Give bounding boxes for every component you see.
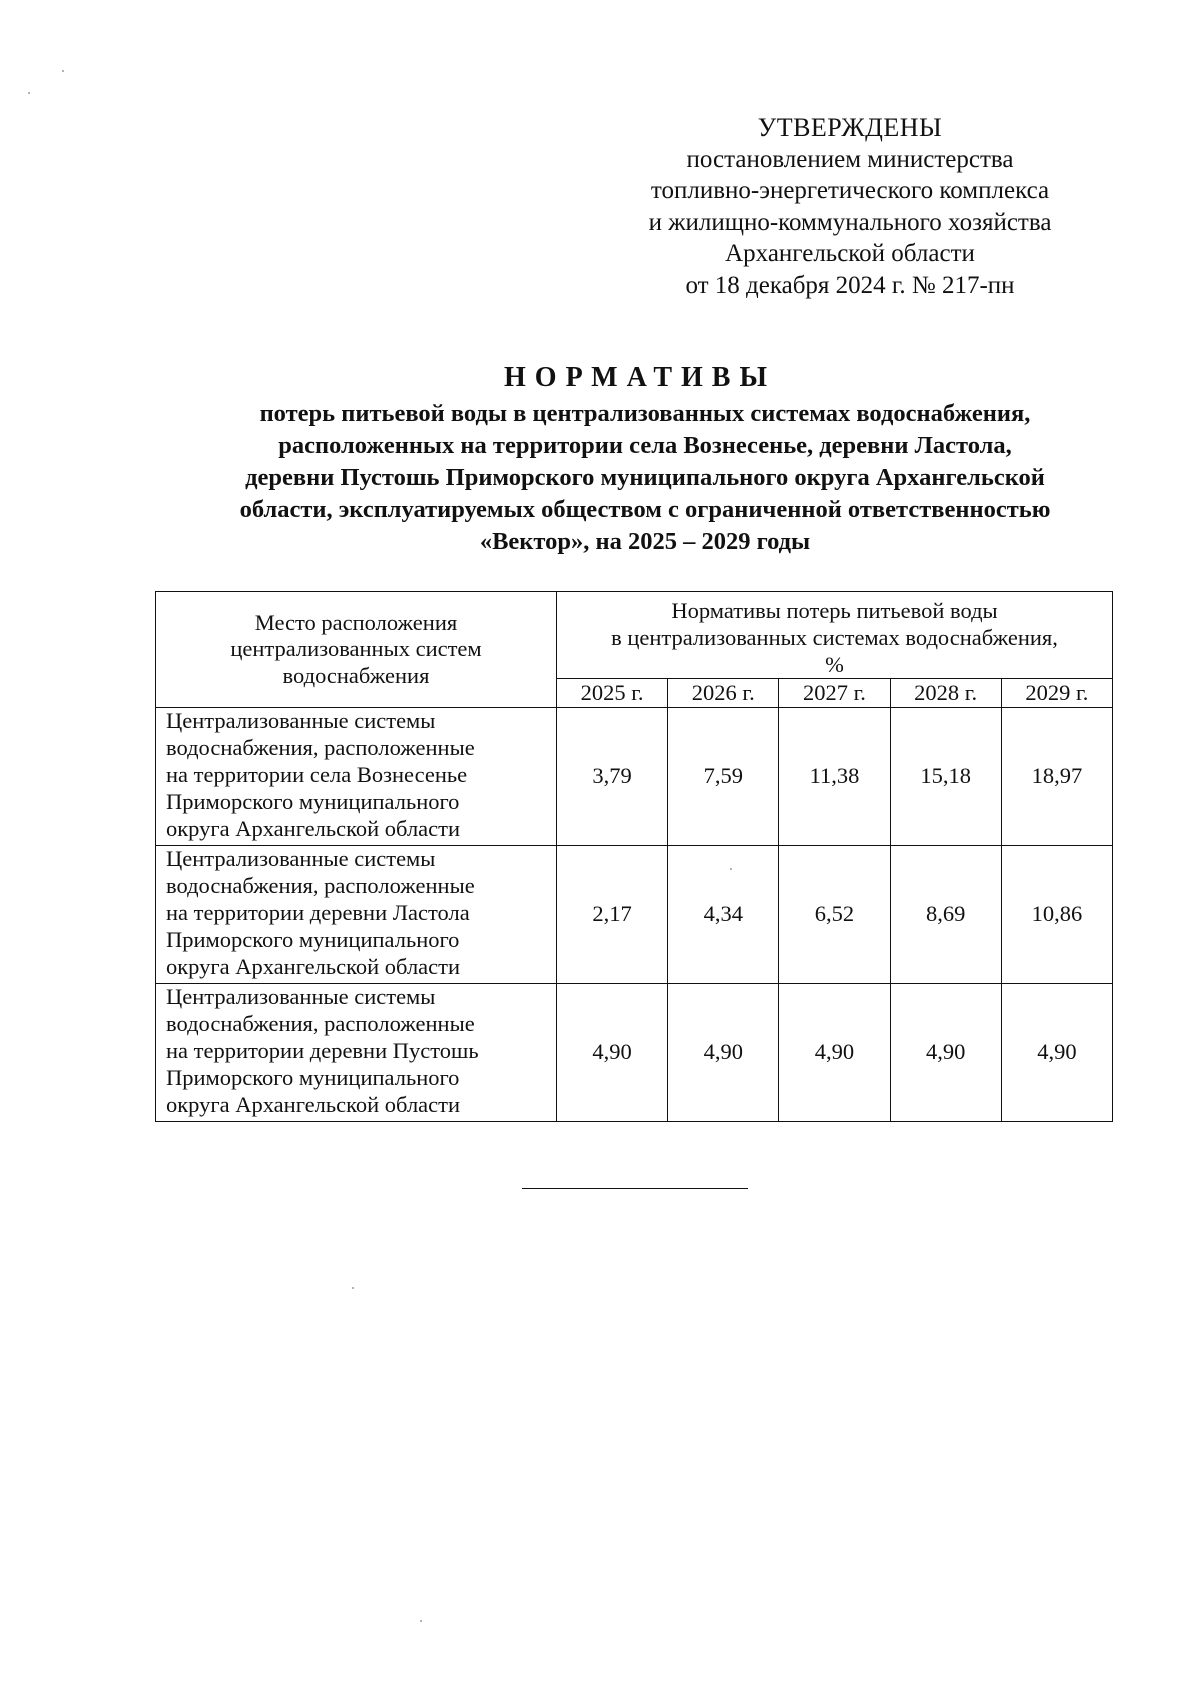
- approval-block: [600, 112, 1100, 301]
- value-cell: 11,38: [779, 708, 890, 846]
- header-line: в централизованных системах водоснабжения,: [611, 624, 1058, 650]
- table-row: [156, 984, 1113, 1122]
- place-line: водоснабжения, расположенные: [166, 735, 475, 761]
- value-cell: 4,90: [668, 984, 779, 1122]
- place-line: Приморского муниципального: [166, 926, 460, 952]
- place-line: на территории деревни Пустошь: [166, 1037, 479, 1063]
- scan-speck: [62, 70, 64, 72]
- header-line: водоснабжения: [282, 663, 430, 689]
- value-cell: 8,69: [890, 846, 1001, 984]
- header-line: Нормативы потерь питьевой воды: [671, 598, 998, 623]
- document-subtitle: [170, 398, 1120, 558]
- approval-date-line: от 18 декабря 2024 г. № 217-пн: [685, 271, 1015, 299]
- value-cell: 18,97: [1001, 708, 1112, 846]
- place-line: округа Архангельской области: [166, 815, 461, 841]
- closing-rule: [522, 1188, 748, 1189]
- approval-line: топливно-энергетического комплекса: [650, 177, 1050, 204]
- year-header: 2029 г.: [1001, 679, 1112, 708]
- header-line: централизованных систем: [230, 636, 482, 662]
- document-title: НОРМАТИВЫ: [504, 362, 776, 393]
- place-line: округа Архангельской области: [166, 953, 461, 979]
- place-cell: [156, 846, 557, 984]
- place-line: Централизованные системы: [166, 984, 436, 1010]
- value-cell: 4,90: [779, 984, 890, 1122]
- subtitle-line: расположенных на территории села Вознесенье, деревни Ластола,: [278, 432, 1012, 459]
- approval-line: постановлением министерства: [686, 145, 1014, 173]
- place-line: на территории села Вознесенье: [166, 761, 468, 787]
- approval-title: УТВЕРЖДЕНЫ: [757, 113, 943, 142]
- norms-group-header: [557, 592, 1113, 679]
- header-line: %: [825, 651, 844, 677]
- place-cell: [156, 708, 557, 846]
- value-cell: 4,90: [557, 984, 668, 1122]
- value-cell: 2,17: [557, 846, 668, 984]
- value-cell: 7,59: [668, 708, 779, 846]
- place-column-header: [156, 592, 557, 708]
- subtitle-line: области, эксплуатируемых обществом с ограниченной ответственностью: [239, 496, 1051, 523]
- value-cell: 4,90: [890, 984, 1001, 1122]
- year-header: 2028 г.: [890, 679, 1001, 708]
- place-line: Централизованные системы: [166, 708, 436, 734]
- value-cell: 4,34: [668, 846, 779, 984]
- header-line: Место расположения: [254, 609, 458, 635]
- subtitle-line: потерь питьевой воды в централизованных системах водоснабжения,: [259, 400, 1031, 427]
- subtitle-line: деревни Пустошь Приморского муниципального округа Архангельской: [245, 464, 1045, 491]
- approval-line: и жилищно-коммунального хозяйства: [648, 208, 1052, 236]
- place-line: Приморского муниципального: [166, 788, 460, 814]
- scan-speck: [352, 1287, 354, 1289]
- place-line: Приморского муниципального: [166, 1064, 460, 1090]
- place-line: Централизованные системы: [166, 846, 436, 872]
- value-cell: 6,52: [779, 846, 890, 984]
- scan-speck: [28, 92, 30, 94]
- place-line: округа Архангельской области: [166, 1091, 461, 1117]
- year-header: 2025 г.: [557, 679, 668, 708]
- norms-table: [155, 591, 1113, 1122]
- year-header: 2027 г.: [779, 679, 890, 708]
- value-cell: 10,86: [1001, 846, 1112, 984]
- approval-line: Архангельской области: [725, 240, 975, 267]
- value-cell: 15,18: [890, 708, 1001, 846]
- place-line: водоснабжения, расположенные: [166, 1011, 475, 1037]
- table-row: [156, 708, 1113, 846]
- place-cell: [156, 984, 557, 1122]
- value-cell: 3,79: [557, 708, 668, 846]
- table-row: [156, 846, 1113, 984]
- table-header-row: [156, 592, 1113, 679]
- scan-speck: [420, 1620, 422, 1622]
- place-line: водоснабжения, расположенные: [166, 873, 475, 899]
- scan-speck: [730, 868, 732, 870]
- value-cell: 4,90: [1001, 984, 1112, 1122]
- subtitle-line: «Вектор», на 2025 – 2029 годы: [479, 528, 811, 555]
- year-header: 2026 г.: [668, 679, 779, 708]
- place-line: на территории деревни Ластола: [166, 899, 470, 925]
